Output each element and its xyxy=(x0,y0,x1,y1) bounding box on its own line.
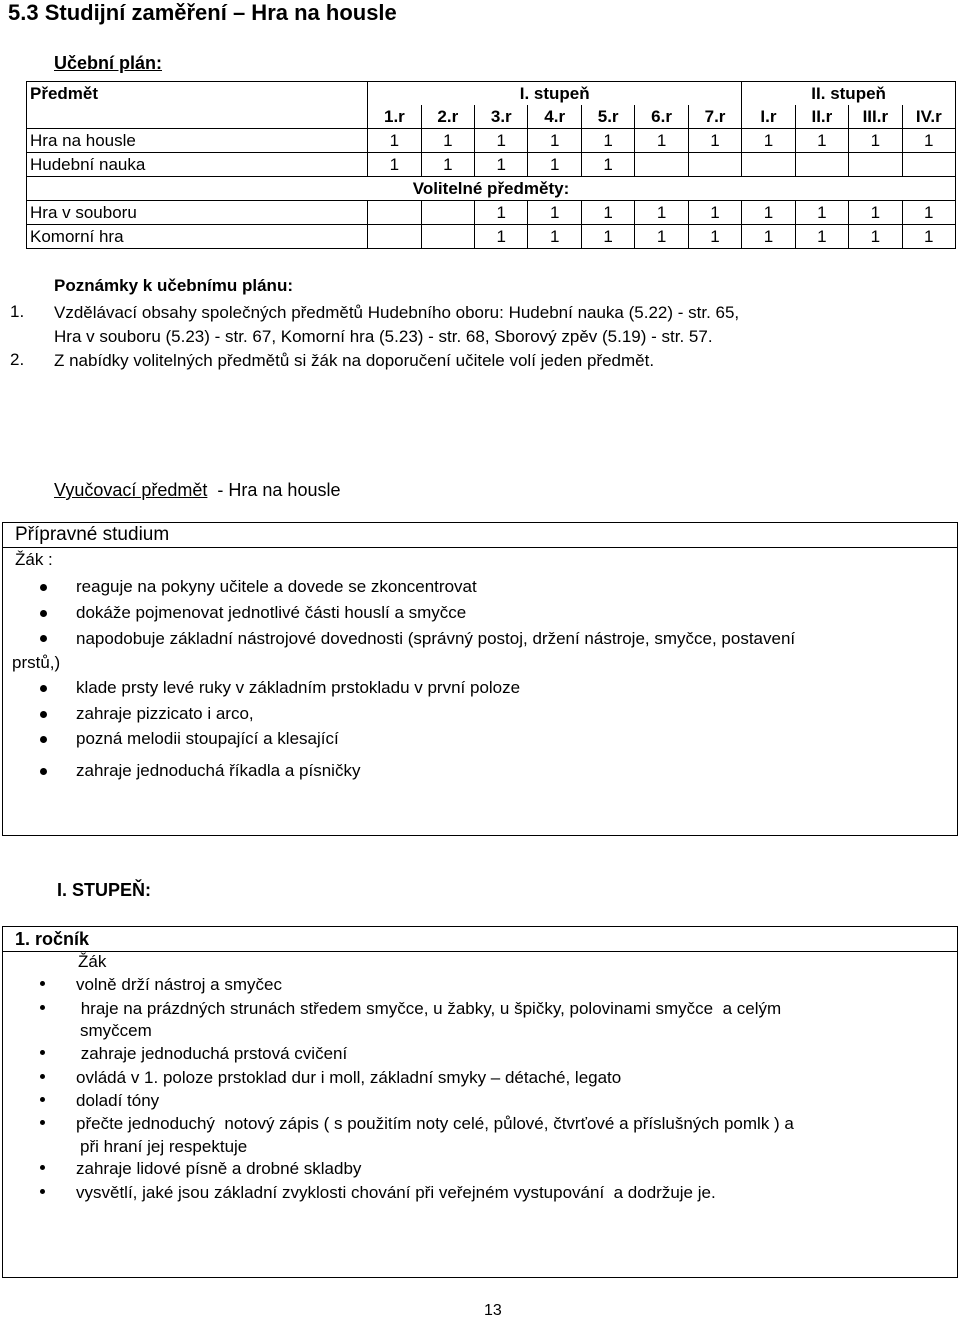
list-item: ovládá v 1. poloze prstoklad dur i moll, základní smyky – détaché, legato xyxy=(76,1068,622,1087)
table-cell: 1 xyxy=(902,225,955,249)
table-row xyxy=(27,225,956,249)
bullet-icon xyxy=(40,1120,45,1125)
row-subject: Komorní hra xyxy=(27,225,368,249)
table-row xyxy=(27,153,956,177)
table-cell: 1 xyxy=(528,225,581,249)
table-cell: 1 xyxy=(742,225,795,249)
year-cell: III.r xyxy=(849,105,902,129)
bullet-icon xyxy=(40,711,47,718)
years-row xyxy=(27,105,956,129)
bullet-icon xyxy=(40,1005,45,1010)
list-item: doladí tóny xyxy=(76,1091,160,1110)
table-cell: 1 xyxy=(581,129,634,153)
year-cell: 6.r xyxy=(635,105,688,129)
bullet-icon xyxy=(40,685,47,692)
table-cell: 1 xyxy=(849,201,902,225)
bullet-icon xyxy=(40,610,47,617)
table-cell: 1 xyxy=(528,129,581,153)
table-cell: 1 xyxy=(795,201,848,225)
table-header-row xyxy=(27,82,956,106)
page-number: 13 xyxy=(484,1302,502,1319)
table-cell xyxy=(635,153,688,177)
table-cell: 1 xyxy=(849,225,902,249)
table-cell xyxy=(368,225,421,249)
table-cell: 1 xyxy=(635,201,688,225)
table-cell xyxy=(421,201,474,225)
list-item: hraje na prázdných strunách středem smyčce, u žabky, u špičky, polovinami smyčce a celým xyxy=(76,999,782,1018)
note-number: 2. xyxy=(10,350,25,369)
bullet-icon xyxy=(40,1097,45,1102)
preparatory-study-heading: Přípravné studium xyxy=(3,523,957,548)
table-row xyxy=(27,201,956,225)
student-label: Žák : xyxy=(15,550,53,569)
optional-subjects-label: Volitelné předměty: xyxy=(27,177,956,201)
course-label-main: Vyučovací předmět xyxy=(54,480,208,500)
plan-heading: Učební plán: xyxy=(54,53,163,73)
table-cell: 1 xyxy=(849,129,902,153)
table-cell: 1 xyxy=(795,225,848,249)
table-cell xyxy=(421,225,474,249)
table-cell: 1 xyxy=(528,201,581,225)
student-label: Žák xyxy=(78,952,107,971)
notes-title: Poznámky k učebnímu plánu: xyxy=(54,276,293,295)
bullet-icon xyxy=(40,635,47,642)
bullet-icon xyxy=(40,584,47,591)
bullet-icon xyxy=(40,1189,45,1194)
course-label-rest: - Hra na housle xyxy=(207,480,341,500)
bullet-icon xyxy=(40,1165,45,1170)
course-label xyxy=(54,480,340,501)
list-item: klade prsty levé ruky v základním prstokladu v první poloze xyxy=(76,678,521,697)
table-cell xyxy=(795,153,848,177)
table-cell xyxy=(742,153,795,177)
list-item: pozná melodii stoupající a klesající xyxy=(76,729,339,748)
year-cell: I.r xyxy=(742,105,795,129)
table-cell: 1 xyxy=(421,129,474,153)
bullet-icon xyxy=(40,1074,45,1079)
table-cell: 1 xyxy=(475,201,528,225)
bullet-icon xyxy=(40,768,47,775)
section-title: 5.3 Studijní zaměření – Hra na housle xyxy=(8,0,397,25)
table-cell: 1 xyxy=(421,153,474,177)
row-subject: Hra v souboru xyxy=(27,201,368,225)
note-number: 1. xyxy=(10,302,25,321)
list-item: reaguje na pokyny učitele a dovede se zkoncentrovat xyxy=(76,577,477,596)
list-item: zahraje jednoduchá říkadla a písničky xyxy=(76,761,361,780)
list-item-continuation: smyčcem xyxy=(80,1021,152,1040)
table-cell: 1 xyxy=(688,225,741,249)
table-cell xyxy=(688,153,741,177)
year-cell: 5.r xyxy=(581,105,634,129)
optional-subjects-row xyxy=(27,177,956,201)
list-item: zahraje jednoduchá prstová cvičení xyxy=(76,1044,348,1063)
table-cell: 1 xyxy=(742,201,795,225)
table-cell: 1 xyxy=(475,129,528,153)
table-cell: 1 xyxy=(902,129,955,153)
stage1-header: I. stupeň xyxy=(368,82,742,106)
year-heading: 1. ročník xyxy=(3,927,957,952)
bullet-icon xyxy=(40,981,45,986)
list-item: vysvětlí, jaké jsou základní zvyklosti chování při veřejném vystupování a dodržuje je. xyxy=(76,1183,716,1202)
curriculum-table xyxy=(26,81,956,249)
table-cell: 1 xyxy=(795,129,848,153)
table-cell: 1 xyxy=(688,201,741,225)
table-cell: 1 xyxy=(902,201,955,225)
table-cell xyxy=(902,153,955,177)
table-cell: 1 xyxy=(475,225,528,249)
year-cell: IV.r xyxy=(902,105,955,129)
table-cell: 1 xyxy=(635,129,688,153)
subject-header: Předmět xyxy=(27,82,368,106)
years-row-label xyxy=(27,105,368,129)
table-cell: 1 xyxy=(688,129,741,153)
list-item-continuation: prstů,) xyxy=(12,653,61,672)
list-item: přečte jednoduchý notový zápis ( s použitím noty celé, půlové, čtvrťové a příslušných pomlk ) a xyxy=(76,1114,794,1133)
table-cell: 1 xyxy=(368,153,421,177)
stage-heading: I. STUPEŇ: xyxy=(57,880,152,900)
table-cell: 1 xyxy=(635,225,688,249)
table-cell xyxy=(849,153,902,177)
list-item: zahraje pizzicato i arco, xyxy=(76,704,254,723)
row-subject: Hra na housle xyxy=(27,129,368,153)
table-cell: 1 xyxy=(528,153,581,177)
list-item: volně drží nástroj a smyčec xyxy=(76,975,282,994)
table-cell: 1 xyxy=(581,153,634,177)
list-item: zahraje lidové písně a drobné skladby xyxy=(76,1159,362,1178)
row-subject: Hudební nauka xyxy=(27,153,368,177)
year-cell: 2.r xyxy=(421,105,474,129)
table-row xyxy=(27,129,956,153)
year-cell: 4.r xyxy=(528,105,581,129)
table-cell: 1 xyxy=(581,225,634,249)
table-cell: 1 xyxy=(368,129,421,153)
note-text: Vzdělávací obsahy společných předmětů Hudebního oboru: Hudební nauka (5.22) - str. 65, xyxy=(54,303,740,322)
list-item: napodobuje základní nástrojové dovednosti (správný postoj, držení nástroje, smyčce, postavení xyxy=(76,629,796,648)
list-item-continuation: při hraní jej respektuje xyxy=(80,1137,248,1156)
table-cell xyxy=(368,201,421,225)
note-text: Hra v souboru (5.23) - str. 67, Komorní hra (5.23) - str. 68, Sborový zpěv (5.19) - str. 57. xyxy=(54,327,713,346)
table-cell: 1 xyxy=(475,153,528,177)
note-text: Z nabídky volitelných předmětů si žák na doporučení učitele volí jeden předmět. xyxy=(54,351,655,370)
table-cell: 1 xyxy=(581,201,634,225)
year-cell: II.r xyxy=(795,105,848,129)
list-item: dokáže pojmenovat jednotlivé části houslí a smyčce xyxy=(76,603,467,622)
year-cell: 3.r xyxy=(475,105,528,129)
year-cell: 1.r xyxy=(368,105,421,129)
table-cell: 1 xyxy=(742,129,795,153)
bullet-icon xyxy=(40,736,47,743)
year-cell: 7.r xyxy=(688,105,741,129)
stage2-header: II. stupeň xyxy=(742,82,956,106)
bullet-icon xyxy=(40,1050,45,1055)
